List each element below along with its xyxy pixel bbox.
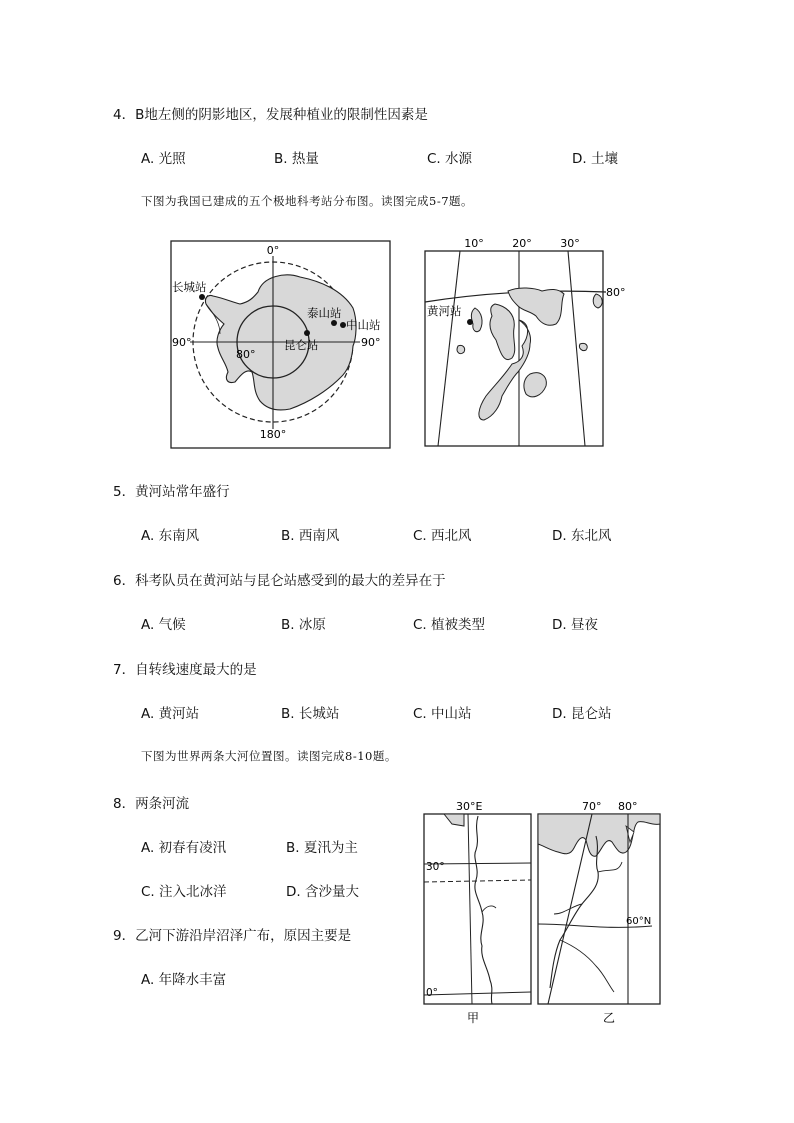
q4-option-d: D. 土壤 bbox=[572, 151, 618, 167]
lon-20-label: 20° bbox=[512, 237, 532, 250]
jia-top-label: 30°E bbox=[456, 800, 483, 813]
station-taishan: 泰山站 bbox=[307, 306, 342, 320]
question-4-stem: 4．B地左侧的阴影地区，发展种植业的限制性因素是 bbox=[113, 107, 428, 123]
question-8-stem: 8．两条河流 bbox=[113, 796, 190, 812]
question-5-stem: 5．黄河站常年盛行 bbox=[113, 484, 230, 500]
station-zhongshan: 中山站 bbox=[346, 318, 381, 332]
q7-option-d: D. 昆仑站 bbox=[552, 706, 612, 722]
q8-option-d: D. 含沙量大 bbox=[286, 884, 359, 900]
station-changcheng: 长城站 bbox=[172, 280, 207, 294]
yi-caption: 乙 bbox=[602, 1011, 616, 1025]
question-9-stem: 9．乙河下游沿岸沼泽广布，原因主要是 bbox=[113, 928, 352, 944]
q8-option-a: A. 初春有凌汛 bbox=[141, 840, 227, 856]
yi-top-label-70: 70° bbox=[582, 800, 602, 813]
question-6-stem: 6．科考队员在黄河站与昆仑站感受到的最大的差异在于 bbox=[113, 573, 446, 589]
yi-lat-label: 60°N bbox=[626, 916, 652, 927]
q7-option-a: A. 黄河站 bbox=[141, 706, 200, 722]
q6-option-c: C. 植被类型 bbox=[413, 617, 486, 633]
q4-option-c: C. 水源 bbox=[427, 151, 473, 167]
q6-option-b: B. 冰原 bbox=[281, 617, 326, 633]
q4-option-b: B. 热量 bbox=[274, 151, 319, 167]
q5-option-b: B. 西南风 bbox=[281, 528, 340, 544]
q8-option-c: C. 注入北冰洋 bbox=[141, 884, 227, 900]
q9-option-a: A. 年降水丰富 bbox=[141, 972, 227, 988]
intro-5-7: 下图为我国已建成的五个极地科考站分布图。读图完成5-7题。 bbox=[141, 194, 474, 208]
lon-left-label: 90° bbox=[172, 336, 192, 349]
q5-option-d: D. 东北风 bbox=[552, 528, 612, 544]
yi-top-label-80: 80° bbox=[618, 800, 638, 813]
q6-option-a: A. 气候 bbox=[141, 617, 186, 633]
arctic-map bbox=[418, 236, 634, 454]
lon-right-label: 90° bbox=[361, 336, 381, 349]
station-huanghe: 黄河站 bbox=[427, 304, 462, 318]
q5-option-c: C. 西北风 bbox=[413, 528, 472, 544]
river-map-jia bbox=[410, 796, 536, 1026]
jia-caption: 甲 bbox=[466, 1011, 480, 1025]
q7-option-b: B. 长城站 bbox=[281, 706, 340, 722]
lon-bottom-label: 180° bbox=[259, 428, 287, 441]
station-kunlun: 昆仑站 bbox=[284, 338, 319, 352]
q5-option-a: A. 东南风 bbox=[141, 528, 200, 544]
lon-30-label: 30° bbox=[560, 237, 580, 250]
jia-equator-label: 0° bbox=[426, 987, 438, 999]
antarctic-map bbox=[160, 236, 396, 454]
lat-80-label: 80° bbox=[606, 286, 626, 299]
question-7-stem: 7．自转线速度最大的是 bbox=[113, 662, 257, 678]
intro-8-10: 下图为世界两条大河位置图。读图完成8-10题。 bbox=[141, 749, 397, 763]
lon-10-label: 10° bbox=[464, 237, 484, 250]
river-map-yi bbox=[534, 796, 664, 1026]
q6-option-d: D. 昼夜 bbox=[552, 617, 598, 633]
lat-circle-label: 80° bbox=[236, 348, 256, 361]
q4-option-a: A. 光照 bbox=[141, 151, 186, 167]
q7-option-c: C. 中山站 bbox=[413, 706, 472, 722]
q8-option-b: B. 夏汛为主 bbox=[286, 840, 358, 856]
jia-lat-label: 30° bbox=[426, 861, 445, 873]
lon-top-label: 0° bbox=[266, 244, 280, 257]
